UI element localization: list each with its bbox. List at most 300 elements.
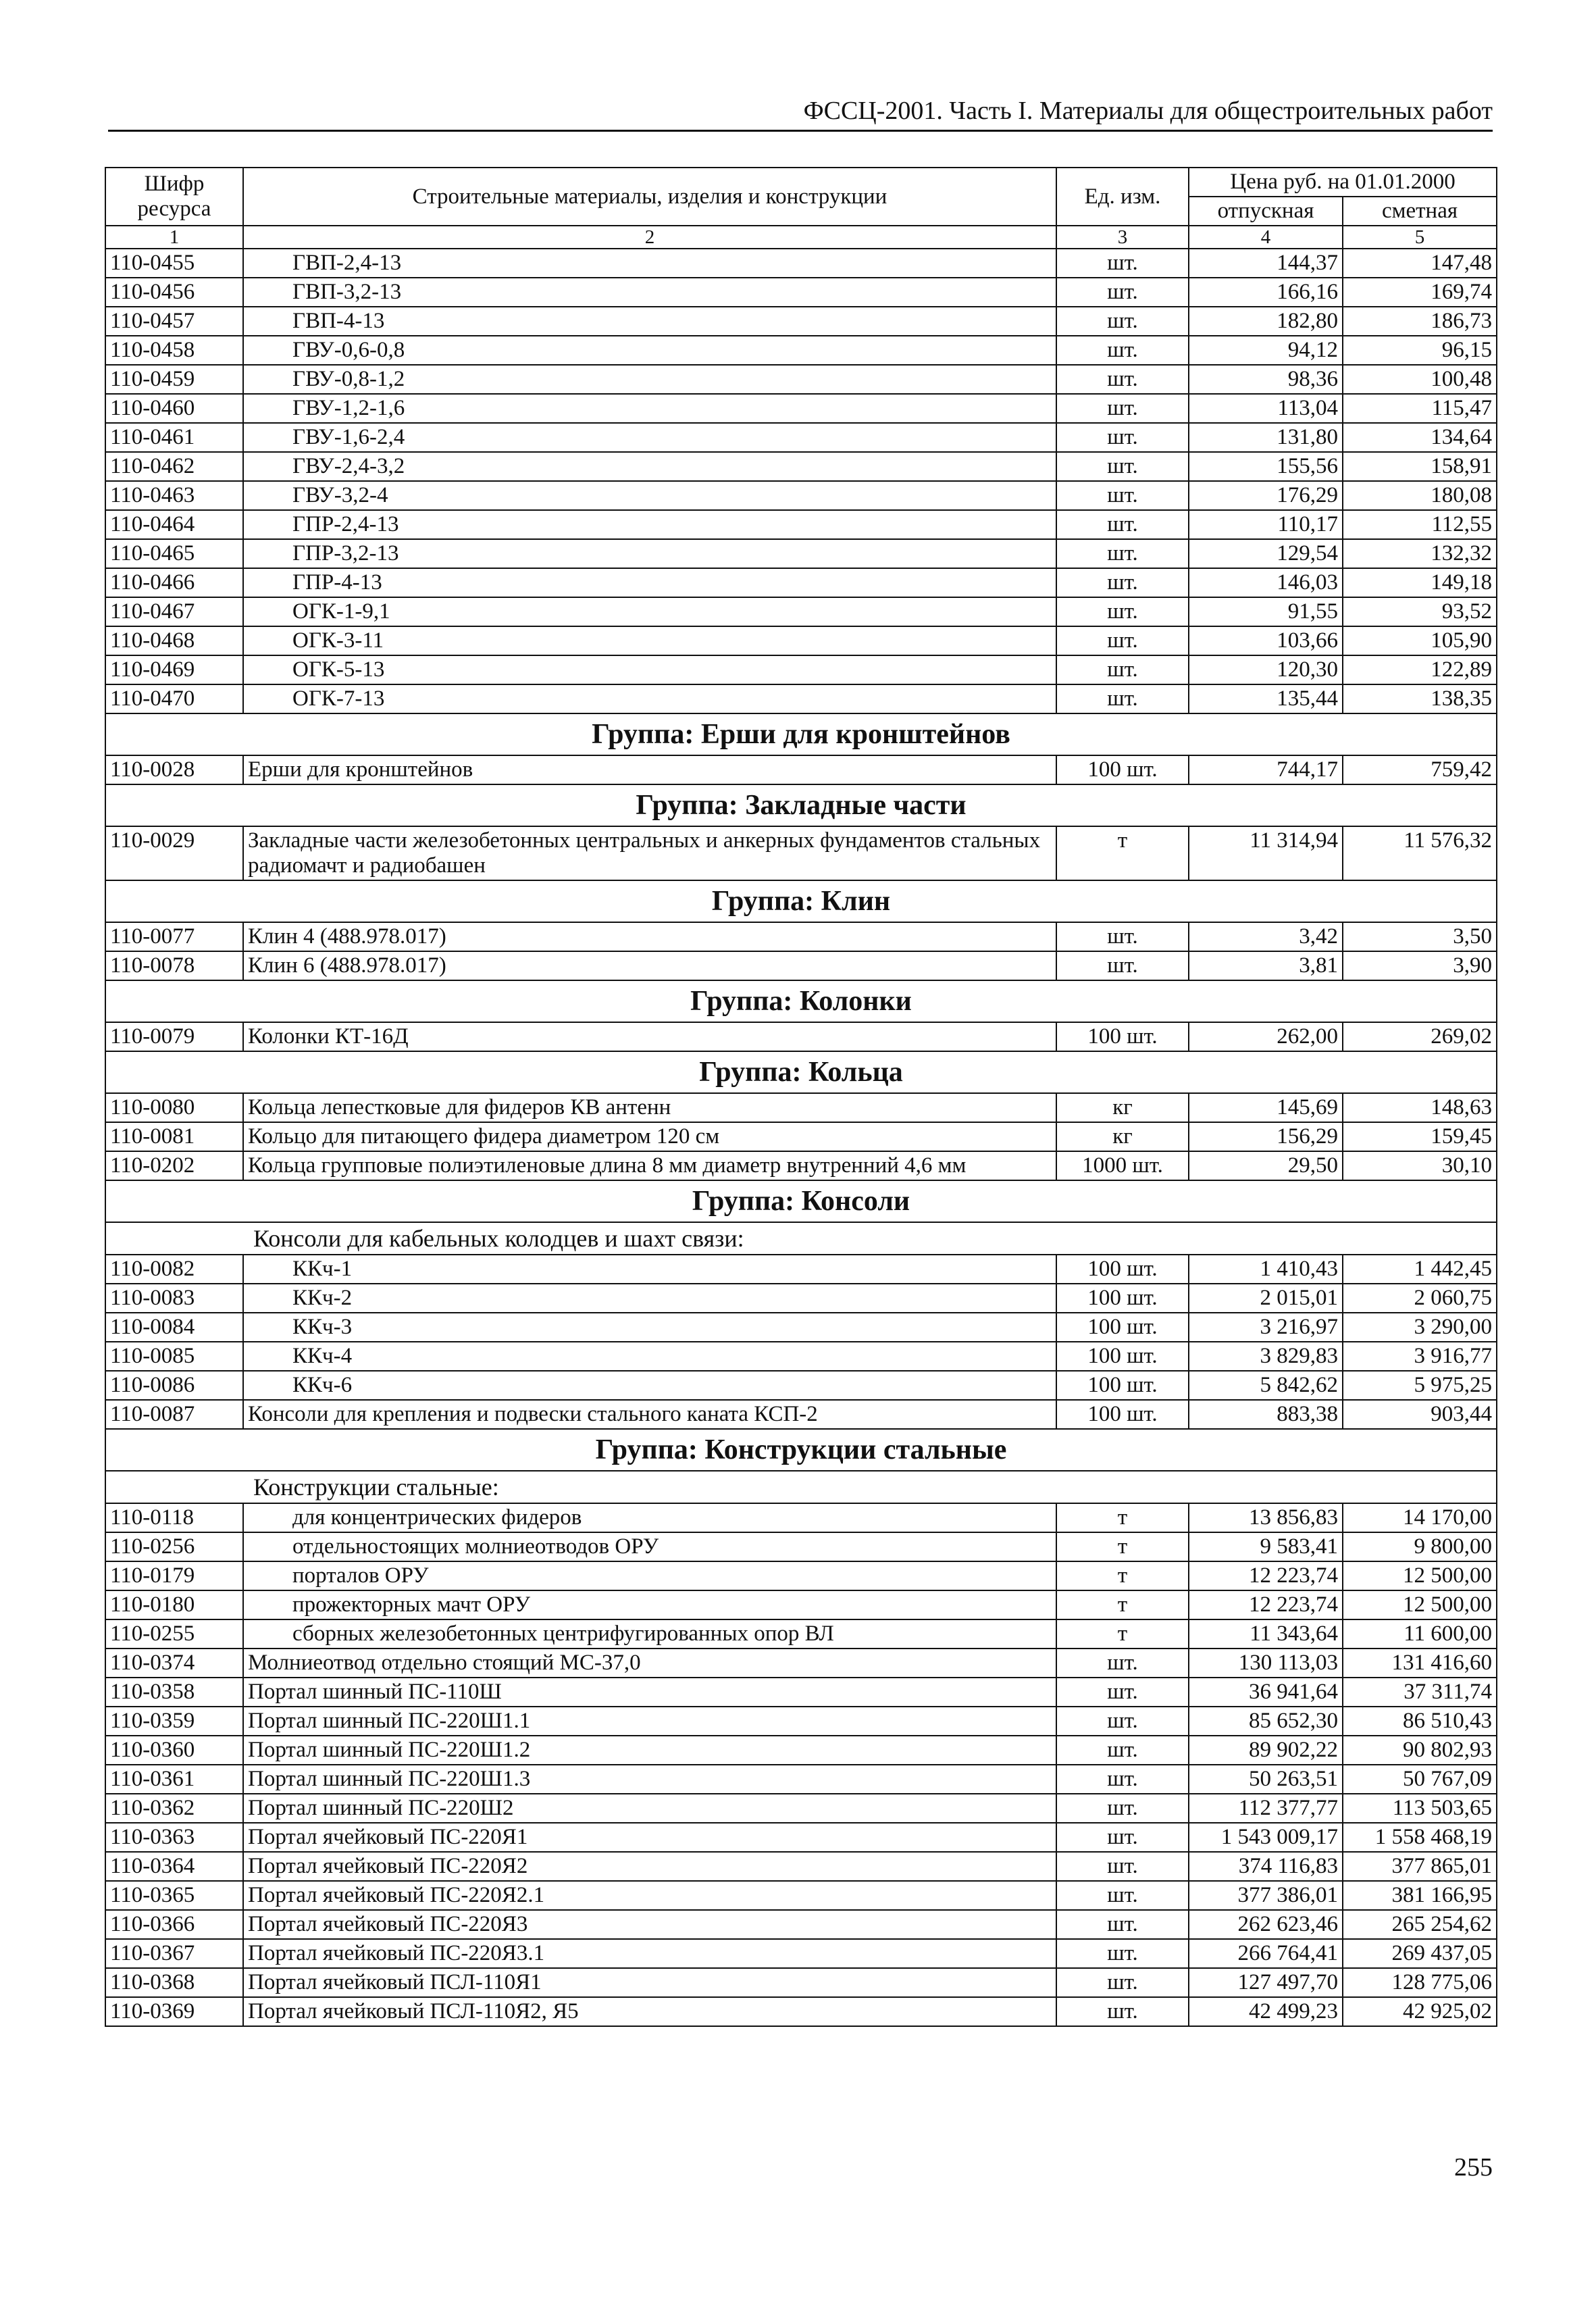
unit: шт.	[1056, 423, 1189, 452]
material-name: Портал шинный ПС-220Ш1.2	[243, 1736, 1056, 1765]
release-price: 42 499,23	[1189, 1997, 1343, 2026]
material-name: ГВУ-0,6-0,8	[243, 336, 1056, 365]
group-heading-row	[105, 784, 1497, 826]
page-header	[108, 95, 1493, 132]
column-numbers-row	[105, 226, 1497, 249]
resource-code: 110-0179	[105, 1561, 243, 1590]
group-heading-row	[105, 1429, 1497, 1471]
release-price: 13 856,83	[1189, 1503, 1343, 1532]
release-price: 377 386,01	[1189, 1881, 1343, 1910]
resource-code: 110-0077	[105, 922, 243, 951]
unit: 100 шт.	[1056, 1022, 1189, 1051]
resource-code: 110-0202	[105, 1151, 243, 1180]
release-price: 85 652,30	[1189, 1707, 1343, 1736]
unit: 100 шт.	[1056, 1284, 1189, 1313]
material-name: ККч-4	[243, 1342, 1056, 1371]
unit: шт.	[1056, 684, 1189, 713]
resource-code: 110-0028	[105, 755, 243, 784]
estimate-price: 112,55	[1343, 510, 1497, 539]
table-row	[105, 423, 1497, 452]
unit: шт.	[1056, 1736, 1189, 1765]
table-row	[105, 1765, 1497, 1794]
resource-code: 110-0360	[105, 1736, 243, 1765]
unit: шт.	[1056, 1678, 1189, 1707]
column-number: 5	[1343, 226, 1497, 249]
release-price: 155,56	[1189, 452, 1343, 481]
estimate-price: 42 925,02	[1343, 1997, 1497, 2026]
material-name: Портал ячейковый ПС-220Я1	[243, 1823, 1056, 1852]
material-name: ОГК-7-13	[243, 684, 1056, 713]
table-row	[105, 1939, 1497, 1968]
material-name: Портал ячейковый ПС-220Я2	[243, 1852, 1056, 1881]
table-header	[105, 168, 1497, 249]
resource-code: 110-0362	[105, 1794, 243, 1823]
resource-code: 110-0085	[105, 1342, 243, 1371]
table-row	[105, 1371, 1497, 1400]
release-price: 374 116,83	[1189, 1852, 1343, 1881]
unit: 100 шт.	[1056, 1371, 1189, 1400]
unit: шт.	[1056, 452, 1189, 481]
subheading-row	[105, 1222, 1497, 1255]
release-price: 262,00	[1189, 1022, 1343, 1051]
release-price: 182,80	[1189, 307, 1343, 336]
header-release-price: отпускная	[1189, 197, 1343, 226]
table-row	[105, 1997, 1497, 2026]
resource-code: 110-0082	[105, 1255, 243, 1284]
release-price: 3,42	[1189, 922, 1343, 951]
unit: шт.	[1056, 1852, 1189, 1881]
estimate-price: 90 802,93	[1343, 1736, 1497, 1765]
material-name: Портал ячейковый ПС-220Я3	[243, 1910, 1056, 1939]
release-price: 145,69	[1189, 1093, 1343, 1122]
material-name: Портал шинный ПС-110Ш	[243, 1678, 1056, 1707]
resource-code: 110-0363	[105, 1823, 243, 1852]
unit: шт.	[1056, 922, 1189, 951]
estimate-price: 147,48	[1343, 249, 1497, 278]
release-price: 3 829,83	[1189, 1342, 1343, 1371]
estimate-price: 377 865,01	[1343, 1852, 1497, 1881]
unit: шт.	[1056, 481, 1189, 510]
material-name: ОГК-3-11	[243, 626, 1056, 655]
group-heading: Группа: Клин	[105, 880, 1497, 922]
unit: кг	[1056, 1122, 1189, 1151]
resource-code: 110-0374	[105, 1649, 243, 1678]
material-name: Портал шинный ПС-220Ш1.1	[243, 1707, 1056, 1736]
resource-code: 110-0080	[105, 1093, 243, 1122]
header-price: Цена руб. на 01.01.2000	[1189, 168, 1497, 197]
release-price: 883,38	[1189, 1400, 1343, 1429]
release-price: 131,80	[1189, 423, 1343, 452]
estimate-price: 169,74	[1343, 278, 1497, 307]
table-row	[105, 1400, 1497, 1429]
resource-code: 110-0367	[105, 1939, 243, 1968]
unit: шт.	[1056, 568, 1189, 597]
unit: шт.	[1056, 365, 1189, 394]
unit: шт.	[1056, 1939, 1189, 1968]
header-estimate-price: сметная	[1343, 197, 1497, 226]
material-name: ГПР-2,4-13	[243, 510, 1056, 539]
table-row	[105, 365, 1497, 394]
group-heading: Группа: Ерши для кронштейнов	[105, 713, 1497, 755]
unit: 100 шт.	[1056, 1400, 1189, 1429]
material-name: Портал ячейковый ПС-220Я2.1	[243, 1881, 1056, 1910]
resource-code: 110-0468	[105, 626, 243, 655]
resource-code: 110-0460	[105, 394, 243, 423]
material-name: сборных железобетонных центрифугированных опор ВЛ	[243, 1619, 1056, 1649]
resource-code: 110-0081	[105, 1122, 243, 1151]
table-row	[105, 1122, 1497, 1151]
estimate-price: 50 767,09	[1343, 1765, 1497, 1794]
resource-code: 110-0464	[105, 510, 243, 539]
header-unit: Ед. изм.	[1056, 168, 1189, 226]
column-number: 4	[1189, 226, 1343, 249]
resource-code: 110-0086	[105, 1371, 243, 1400]
table-row	[105, 1736, 1497, 1765]
table-row	[105, 1794, 1497, 1823]
unit: шт.	[1056, 1968, 1189, 1997]
estimate-price: 11 600,00	[1343, 1619, 1497, 1649]
estimate-price: 100,48	[1343, 365, 1497, 394]
unit: шт.	[1056, 539, 1189, 568]
estimate-price: 30,10	[1343, 1151, 1497, 1180]
subheading: Консоли для кабельных колодцев и шахт связи:	[105, 1222, 1497, 1255]
release-price: 50 263,51	[1189, 1765, 1343, 1794]
group-heading: Группа: Кольца	[105, 1051, 1497, 1093]
table-row	[105, 684, 1497, 713]
group-heading: Группа: Закладные части	[105, 784, 1497, 826]
material-name: Консоли для крепления и подвески стального каната КСП-2	[243, 1400, 1056, 1429]
estimate-price: 159,45	[1343, 1122, 1497, 1151]
release-price: 36 941,64	[1189, 1678, 1343, 1707]
estimate-price: 269,02	[1343, 1022, 1497, 1051]
unit: шт.	[1056, 249, 1189, 278]
estimate-price: 1 442,45	[1343, 1255, 1497, 1284]
estimate-price: 12 500,00	[1343, 1590, 1497, 1619]
estimate-price: 3,90	[1343, 951, 1497, 980]
group-heading: Группа: Конструкции стальные	[105, 1429, 1497, 1471]
release-price: 156,29	[1189, 1122, 1343, 1151]
group-heading-row	[105, 1051, 1497, 1093]
resource-code: 110-0469	[105, 655, 243, 684]
table-row	[105, 1342, 1497, 1371]
release-price: 94,12	[1189, 336, 1343, 365]
table-row	[105, 1823, 1497, 1852]
release-price: 262 623,46	[1189, 1910, 1343, 1939]
estimate-price: 14 170,00	[1343, 1503, 1497, 1532]
estimate-price: 105,90	[1343, 626, 1497, 655]
estimate-price: 128 775,06	[1343, 1968, 1497, 1997]
table-row	[105, 278, 1497, 307]
table-row	[105, 826, 1497, 880]
release-price: 11 314,94	[1189, 826, 1343, 880]
resource-code: 110-0455	[105, 249, 243, 278]
estimate-price: 186,73	[1343, 307, 1497, 336]
material-name: Молниеотвод отдельно стоящий МС-37,0	[243, 1649, 1056, 1678]
material-name: Клин 6 (488.978.017)	[243, 951, 1056, 980]
page-header-title: ФССЦ-2001. Часть I. Материалы для общестроительных работ	[803, 97, 1493, 125]
estimate-price: 12 500,00	[1343, 1561, 1497, 1590]
unit: т	[1056, 826, 1189, 880]
table-row	[105, 1093, 1497, 1122]
release-price: 110,17	[1189, 510, 1343, 539]
table-row	[105, 1151, 1497, 1180]
group-heading-row	[105, 880, 1497, 922]
material-name: ОГК-1-9,1	[243, 597, 1056, 626]
table-row	[105, 1503, 1497, 1532]
resource-code: 110-0079	[105, 1022, 243, 1051]
resource-code: 110-0078	[105, 951, 243, 980]
material-name: Портал ячейковый ПСЛ-110Я1	[243, 1968, 1056, 1997]
table-row	[105, 481, 1497, 510]
resource-code: 110-0359	[105, 1707, 243, 1736]
unit: шт.	[1056, 394, 1189, 423]
resource-code: 110-0084	[105, 1313, 243, 1342]
release-price: 135,44	[1189, 684, 1343, 713]
release-price: 12 223,74	[1189, 1561, 1343, 1590]
estimate-price: 149,18	[1343, 568, 1497, 597]
release-price: 1 410,43	[1189, 1255, 1343, 1284]
table-row	[105, 597, 1497, 626]
material-name: ККч-3	[243, 1313, 1056, 1342]
release-price: 91,55	[1189, 597, 1343, 626]
table-row	[105, 1649, 1497, 1678]
unit: кг	[1056, 1093, 1189, 1122]
unit: шт.	[1056, 1823, 1189, 1852]
unit: 100 шт.	[1056, 1255, 1189, 1284]
resource-code: 110-0369	[105, 1997, 243, 2026]
table-row	[105, 394, 1497, 423]
material-name: Портал ячейковый ПС-220Я3.1	[243, 1939, 1056, 1968]
group-heading: Группа: Консоли	[105, 1180, 1497, 1222]
resource-code: 110-0365	[105, 1881, 243, 1910]
material-name: ГВП-4-13	[243, 307, 1056, 336]
unit: т	[1056, 1503, 1189, 1532]
table-row	[105, 1910, 1497, 1939]
release-price: 166,16	[1189, 278, 1343, 307]
resource-code: 110-0457	[105, 307, 243, 336]
estimate-price: 3 290,00	[1343, 1313, 1497, 1342]
group-heading-row	[105, 713, 1497, 755]
material-name: Колонки КТ-16Д	[243, 1022, 1056, 1051]
table-row	[105, 452, 1497, 481]
unit: шт.	[1056, 655, 1189, 684]
table-row	[105, 1678, 1497, 1707]
release-price: 2 015,01	[1189, 1284, 1343, 1313]
material-name: Портал шинный ПС-220Ш1.3	[243, 1765, 1056, 1794]
material-name: ГВП-3,2-13	[243, 278, 1056, 307]
unit: шт.	[1056, 1765, 1189, 1794]
resource-code: 110-0358	[105, 1678, 243, 1707]
table-row	[105, 951, 1497, 980]
material-name: Кольца групповые полиэтиленовые длина 8 мм диаметр внутренний 4,6 мм	[243, 1151, 1056, 1180]
release-price: 127 497,70	[1189, 1968, 1343, 1997]
header-code: Шифр ресурса	[105, 168, 243, 226]
resource-code: 110-0462	[105, 452, 243, 481]
resource-code: 110-0255	[105, 1619, 243, 1649]
material-name: ККч-6	[243, 1371, 1056, 1400]
estimate-price: 122,89	[1343, 655, 1497, 684]
table-row	[105, 568, 1497, 597]
resource-code: 110-0465	[105, 539, 243, 568]
table-row	[105, 655, 1497, 684]
unit: 100 шт.	[1056, 1313, 1189, 1342]
release-price: 146,03	[1189, 568, 1343, 597]
table-row	[105, 1313, 1497, 1342]
unit: шт.	[1056, 510, 1189, 539]
unit: шт.	[1056, 1910, 1189, 1939]
estimate-price: 93,52	[1343, 597, 1497, 626]
table-row	[105, 1255, 1497, 1284]
unit: т	[1056, 1590, 1189, 1619]
release-price: 112 377,77	[1189, 1794, 1343, 1823]
resource-code: 110-0029	[105, 826, 243, 880]
release-price: 5 842,62	[1189, 1371, 1343, 1400]
unit: т	[1056, 1619, 1189, 1649]
release-price: 144,37	[1189, 249, 1343, 278]
release-price: 129,54	[1189, 539, 1343, 568]
unit: 100 шт.	[1056, 755, 1189, 784]
estimate-price: 381 166,95	[1343, 1881, 1497, 1910]
release-price: 113,04	[1189, 394, 1343, 423]
material-name: Ерши для кронштейнов	[243, 755, 1056, 784]
unit: шт.	[1056, 278, 1189, 307]
unit: шт.	[1056, 1997, 1189, 2026]
price-table	[105, 167, 1497, 2027]
estimate-price: 158,91	[1343, 452, 1497, 481]
estimate-price: 86 510,43	[1343, 1707, 1497, 1736]
unit: шт.	[1056, 626, 1189, 655]
table-row	[105, 755, 1497, 784]
table-row	[105, 626, 1497, 655]
table-row	[105, 1590, 1497, 1619]
release-price: 11 343,64	[1189, 1619, 1343, 1649]
resource-code: 110-0256	[105, 1532, 243, 1561]
resource-code: 110-0083	[105, 1284, 243, 1313]
material-name: ККч-2	[243, 1284, 1056, 1313]
resource-code: 110-0087	[105, 1400, 243, 1429]
release-price: 3,81	[1189, 951, 1343, 980]
estimate-price: 148,63	[1343, 1093, 1497, 1122]
resource-code: 110-0467	[105, 597, 243, 626]
resource-code: 110-0366	[105, 1910, 243, 1939]
table-row	[105, 307, 1497, 336]
material-name: ГВУ-1,6-2,4	[243, 423, 1056, 452]
unit: шт.	[1056, 1881, 1189, 1910]
release-price: 103,66	[1189, 626, 1343, 655]
material-name: ККч-1	[243, 1255, 1056, 1284]
estimate-price: 132,32	[1343, 539, 1497, 568]
material-name: ГВУ-2,4-3,2	[243, 452, 1056, 481]
unit: шт.	[1056, 336, 1189, 365]
unit: шт.	[1056, 1649, 1189, 1678]
column-number: 3	[1056, 226, 1189, 249]
material-name: прожекторных мачт ОРУ	[243, 1590, 1056, 1619]
estimate-price: 9 800,00	[1343, 1532, 1497, 1561]
estimate-price: 131 416,60	[1343, 1649, 1497, 1678]
estimate-price: 5 975,25	[1343, 1371, 1497, 1400]
column-number: 2	[243, 226, 1056, 249]
table-row	[105, 1707, 1497, 1736]
resource-code: 110-0364	[105, 1852, 243, 1881]
group-heading-row	[105, 980, 1497, 1022]
estimate-price: 138,35	[1343, 684, 1497, 713]
material-name: ГВУ-3,2-4	[243, 481, 1056, 510]
unit: т	[1056, 1532, 1189, 1561]
estimate-price: 2 060,75	[1343, 1284, 1497, 1313]
table-row	[105, 510, 1497, 539]
unit: шт.	[1056, 307, 1189, 336]
unit: 1000 шт.	[1056, 1151, 1189, 1180]
estimate-price: 759,42	[1343, 755, 1497, 784]
column-number: 1	[105, 226, 243, 249]
release-price: 176,29	[1189, 481, 1343, 510]
estimate-price: 3,50	[1343, 922, 1497, 951]
material-name: ГПР-3,2-13	[243, 539, 1056, 568]
table-row	[105, 249, 1497, 278]
estimate-price: 903,44	[1343, 1400, 1497, 1429]
release-price: 9 583,41	[1189, 1532, 1343, 1561]
table-row	[105, 922, 1497, 951]
unit: т	[1056, 1561, 1189, 1590]
material-name: для концентрических фидеров	[243, 1503, 1056, 1532]
subheading-row	[105, 1471, 1497, 1503]
release-price: 98,36	[1189, 365, 1343, 394]
estimate-price: 11 576,32	[1343, 826, 1497, 880]
material-name: ГВП-2,4-13	[243, 249, 1056, 278]
unit: шт.	[1056, 597, 1189, 626]
table-row	[105, 1881, 1497, 1910]
material-name: Закладные части железобетонных центральных и анкерных фундаментов стальных радиомачт и радиобашен	[243, 826, 1056, 880]
table-row	[105, 1968, 1497, 1997]
release-price: 29,50	[1189, 1151, 1343, 1180]
release-price: 266 764,41	[1189, 1939, 1343, 1968]
release-price: 120,30	[1189, 655, 1343, 684]
material-name: Портал ячейковый ПСЛ-110Я2, Я5	[243, 1997, 1056, 2026]
material-name: Кольца лепестковые для фидеров КВ антенн	[243, 1093, 1056, 1122]
release-price: 130 113,03	[1189, 1649, 1343, 1678]
unit: 100 шт.	[1056, 1342, 1189, 1371]
release-price: 3 216,97	[1189, 1313, 1343, 1342]
resource-code: 110-0180	[105, 1590, 243, 1619]
unit: шт.	[1056, 1794, 1189, 1823]
resource-code: 110-0456	[105, 278, 243, 307]
estimate-price: 1 558 468,19	[1343, 1823, 1497, 1852]
estimate-price: 3 916,77	[1343, 1342, 1497, 1371]
resource-code: 110-0118	[105, 1503, 243, 1532]
resource-code: 110-0463	[105, 481, 243, 510]
release-price: 89 902,22	[1189, 1736, 1343, 1765]
material-name: ОГК-5-13	[243, 655, 1056, 684]
table-row	[105, 1284, 1497, 1313]
estimate-price: 115,47	[1343, 394, 1497, 423]
unit: шт.	[1056, 951, 1189, 980]
material-name: ГВУ-1,2-1,6	[243, 394, 1056, 423]
resource-code: 110-0459	[105, 365, 243, 394]
subheading: Конструкции стальные:	[105, 1471, 1497, 1503]
table-row	[105, 336, 1497, 365]
estimate-price: 269 437,05	[1343, 1939, 1497, 1968]
table-row	[105, 1532, 1497, 1561]
material-name: Портал шинный ПС-220Ш2	[243, 1794, 1056, 1823]
resource-code: 110-0461	[105, 423, 243, 452]
resource-code: 110-0361	[105, 1765, 243, 1794]
table-row	[105, 1022, 1497, 1051]
material-name: Клин 4 (488.978.017)	[243, 922, 1056, 951]
estimate-price: 96,15	[1343, 336, 1497, 365]
material-name: ГПР-4-13	[243, 568, 1056, 597]
release-price: 744,17	[1189, 755, 1343, 784]
resource-code: 110-0470	[105, 684, 243, 713]
